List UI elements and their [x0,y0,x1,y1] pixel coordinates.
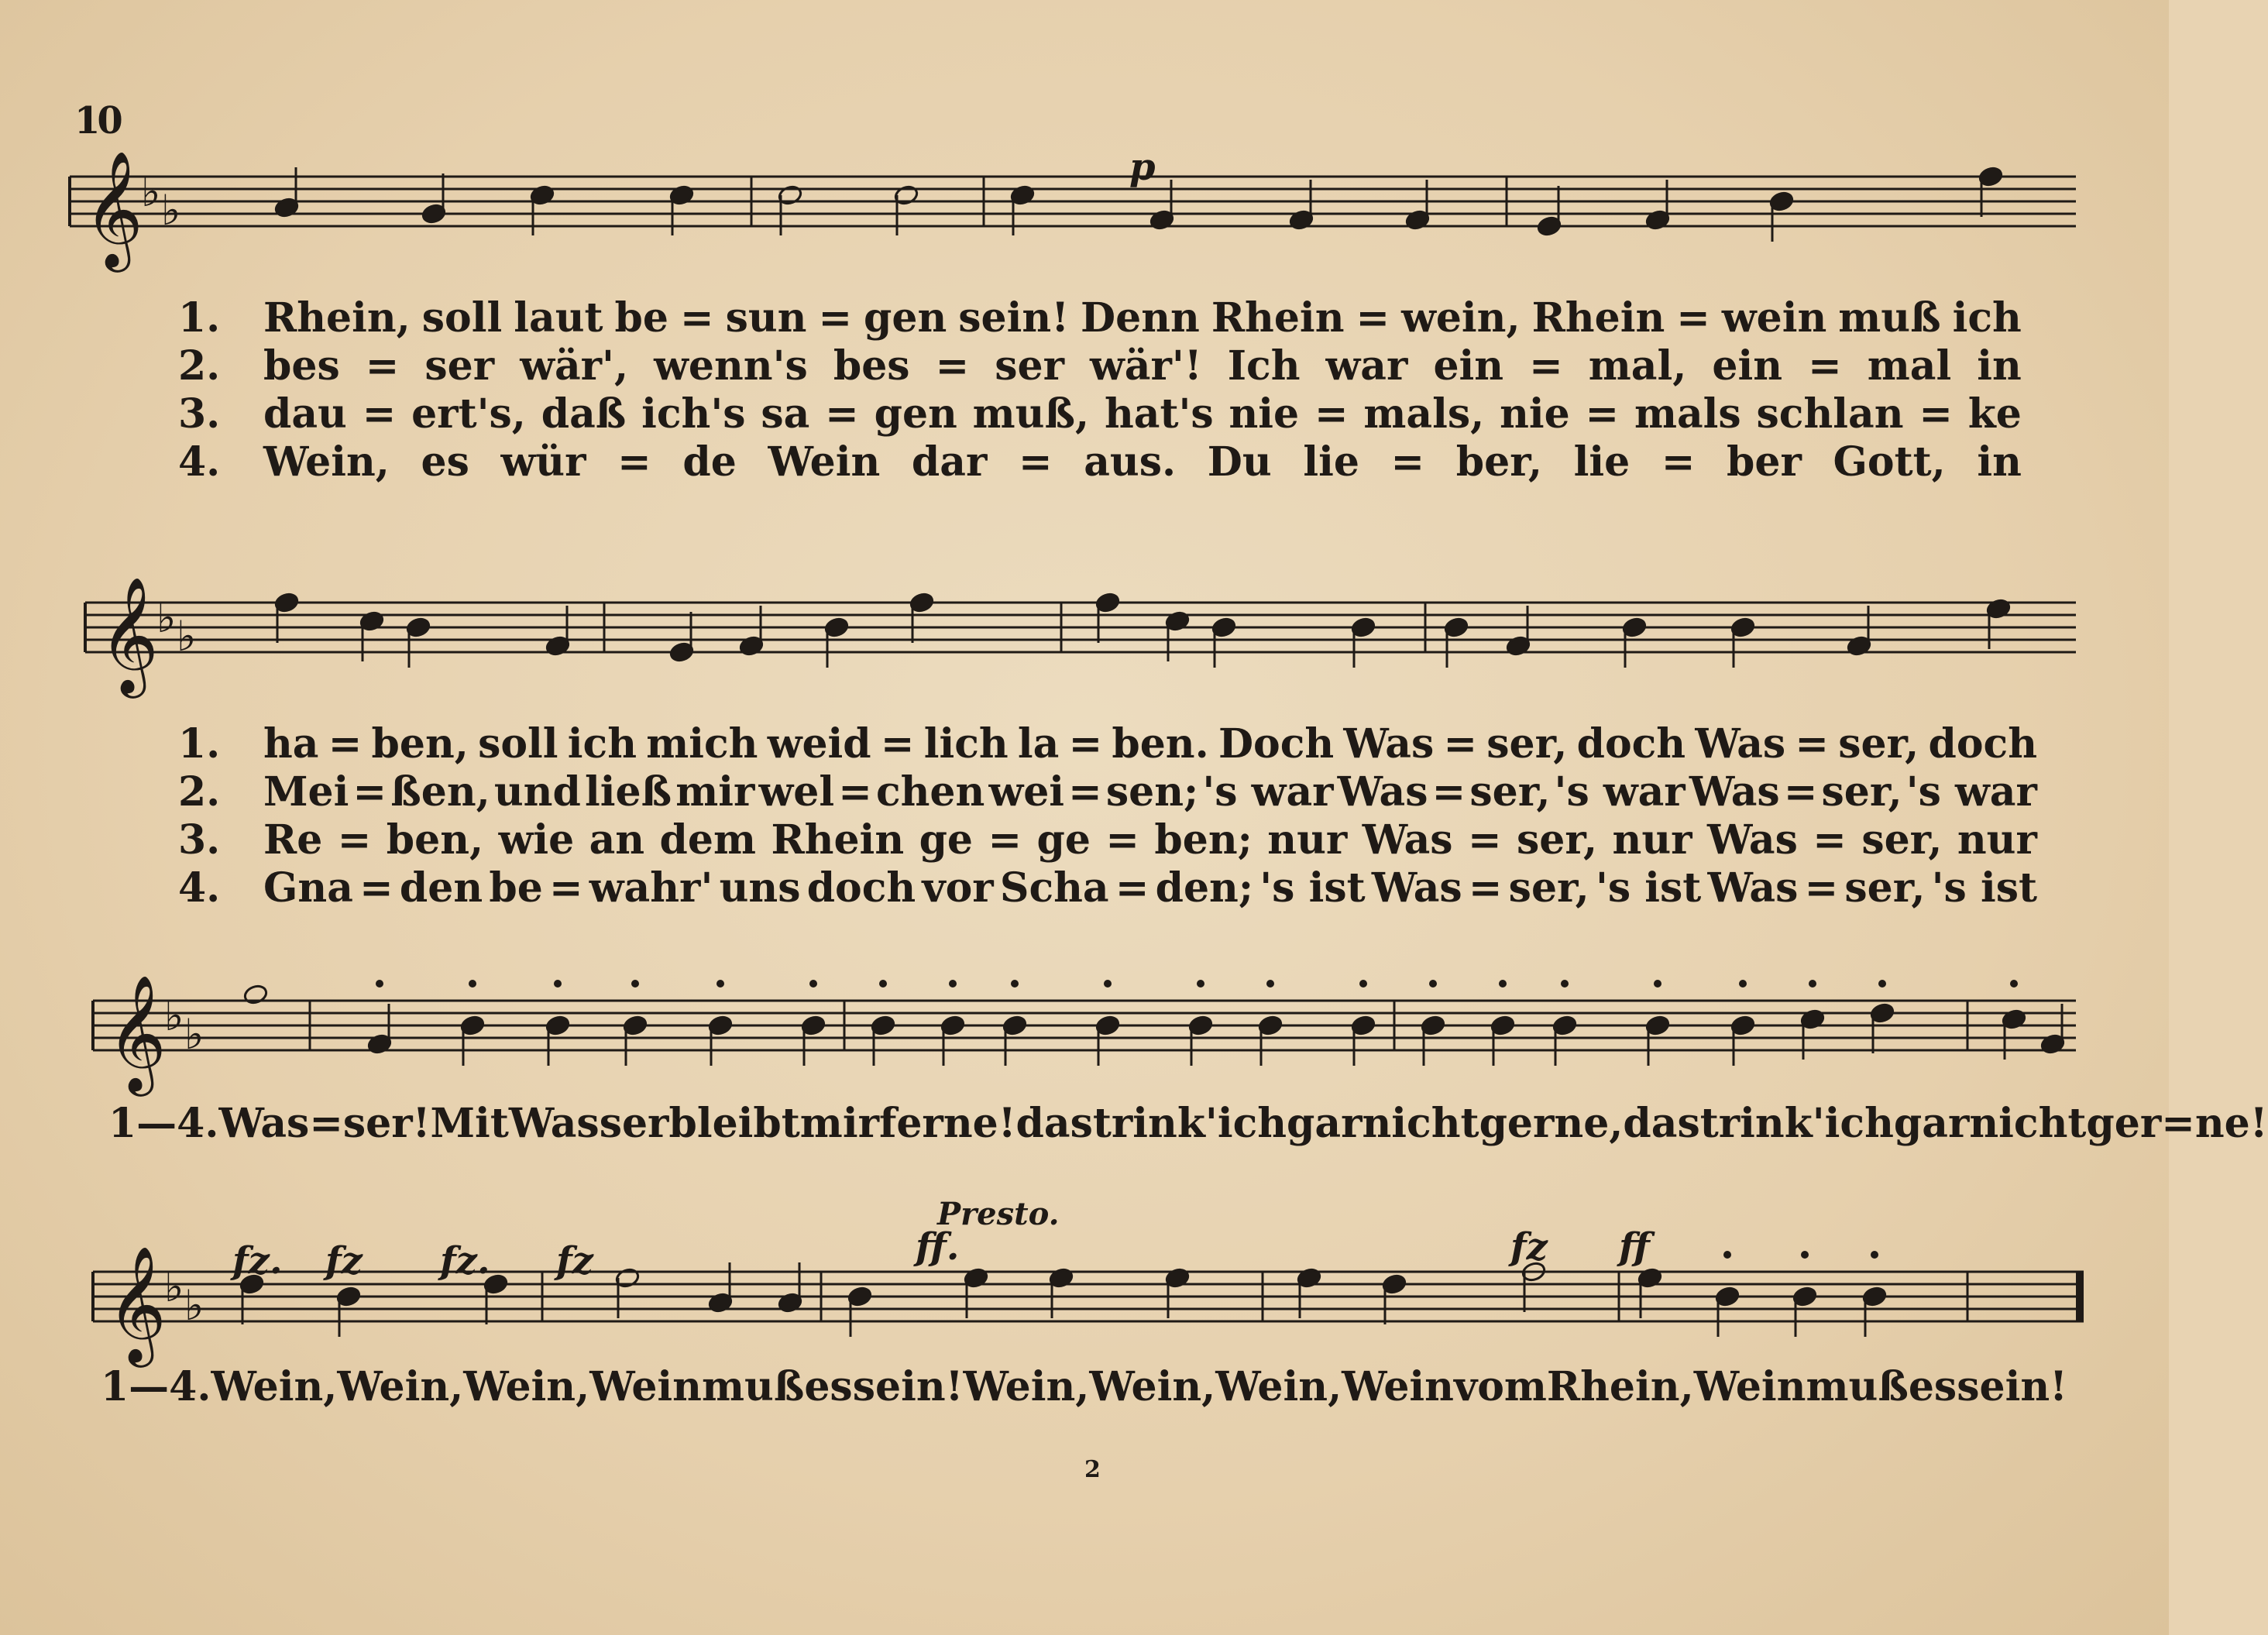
lyric-syllable: wei [988,768,1065,816]
lyric-syllable: = [549,864,583,912]
lyric-syllable: ich's [641,390,746,438]
lyric-syllable: Wein, [1215,1363,1342,1410]
lyric-syllable: ben, [371,720,469,768]
lyric-syllable: doch [806,864,916,912]
lyric-syllable: es [421,438,469,486]
lyric-syllable: wie [498,816,575,864]
lyric-syllable: das [1623,1100,1700,1147]
lyric-syllable: wein, [1401,294,1521,342]
lyric-syllable: gerne, [1479,1100,1624,1147]
lyric-syllable: ßen, [390,768,490,816]
lyric-syllable: ser, [1469,768,1551,816]
lyric-syllable: ich [1824,1100,1894,1147]
lyric-syllable: = [1314,390,1349,438]
lyric-syllable: = [1068,720,1103,768]
lyric-syllable: ser! [342,1100,431,1147]
verse-number: 3. [178,816,221,864]
lyric-syllable: mals [1634,390,1741,438]
lyric-syllable: Wein [1693,1363,1806,1410]
lyric-syllable: chen [875,768,985,816]
final-barline [2076,1272,2084,1321]
lyric-syllable: = [1795,720,1829,768]
lyric-syllable: muß [702,1363,805,1410]
lyric-syllable: doch [1576,720,1686,768]
lyric-syllable: nie [1500,390,1570,438]
staccato-dot [469,980,476,988]
lyric-syllable: in [1977,342,2022,390]
lyric-syllable: ser [995,342,1064,390]
lyric-syllable: hat's [1104,390,1214,438]
flat-icon: ♭ [164,991,184,1040]
lyric-syllable: = [880,720,915,768]
lyric-line [108,1100,2268,1148]
staccato-dot [1739,980,1747,988]
flat-icon: ♭ [184,1010,204,1059]
lyric-syllable: uns [719,864,801,912]
lyric-syllable: dar [911,438,988,486]
lyric-syllable: es [1908,1363,1957,1410]
lyric-syllable: bes [263,342,340,390]
lyric-syllable: wär'! [1090,342,1202,390]
lyric-syllable: Gna [263,864,353,912]
lyric-syllable: sein! [958,294,1070,342]
dynamic-mark: fz [325,1239,363,1283]
lyric-syllable: trink' [1092,1100,1218,1147]
staccato-dot [1878,980,1886,988]
lyric-syllable: Wein [1342,1363,1454,1410]
lyric-syllable: ein [1433,342,1504,390]
lyric-syllable: = [1804,864,1839,912]
lyric-syllable: ben; [1154,816,1253,864]
lyric-syllable: Mit [430,1100,509,1147]
lyric-syllable: das [1015,1100,1093,1147]
lyric-line [178,294,2022,342]
lyric-syllable: = [1105,816,1139,864]
lyric-syllable: Rhein [1211,294,1345,342]
lyric-syllable: = [1356,294,1390,342]
lyric-syllable: dem [659,816,757,864]
lyric-syllable: Was [218,1100,310,1147]
treble-clef-icon: 𝄞 [99,575,159,693]
lyric-syllable: Wein [768,438,881,486]
lyric-syllable: ferne! [878,1100,1016,1147]
lyric-syllable: nur [1612,816,1692,864]
lyric-syllable: = [1585,390,1620,438]
lyric-syllable: vom [1453,1363,1547,1410]
lyric-syllable: bes [833,342,910,390]
lyric-line [178,342,2022,390]
lyric-syllable: mich [646,720,758,768]
verse-number: 4. [178,864,221,912]
lyric-syllable: lich [923,720,1009,768]
lyric-syllable: muß [1806,1363,1909,1410]
lyric-syllable: ich [1217,1100,1287,1147]
lyric-syllable: = [1443,720,1478,768]
lyric-syllable: nicht [1362,1100,1479,1147]
flat-icon: ♭ [184,1281,204,1330]
staccato-dot [1359,980,1367,988]
lyric-syllable: 's war [1202,768,1334,816]
lyric-syllable: dau [263,390,347,438]
lyric-syllable: ben. [1112,720,1209,768]
lyric-syllable: Rhein, [1546,1363,1694,1410]
lyric-syllable: Was [1707,864,1799,912]
lyric-syllable: sa [761,390,810,438]
lyric-syllable: daß [541,390,627,438]
flat-icon: ♭ [161,186,181,235]
lyric-syllable: lie [1303,438,1359,486]
lyric-syllable: Wein, [1089,1363,1216,1410]
lyric-syllable: = [309,1100,343,1147]
lyric-syllable: = [1019,438,1053,486]
lyric-syllable: Wein [589,1363,702,1410]
staccato-dot [1429,980,1437,988]
lyric-syllable: Rhein [1531,294,1665,342]
lyric-syllable: 's ist [1595,864,1702,912]
lyric-syllable: mals, [1363,390,1485,438]
note-head [242,984,268,1005]
lyric-syllable: = [1468,864,1503,912]
lyric-syllable: mal, [1588,342,1687,390]
staccato-dot [1104,980,1112,988]
lyric-syllable: ließ [584,768,672,816]
lyric-syllable: ge [919,816,974,864]
dynamic-mark: ff. [916,1225,960,1269]
lyric-syllable: ich [567,720,637,768]
lyric-syllable: = [337,816,372,864]
lyric-syllable: Was [1362,816,1453,864]
lyric-syllable: = [365,342,400,390]
lyric-syllable: de [682,438,737,486]
lyric-syllable: Was [1343,720,1435,768]
lyric-syllable: ne! [2194,1100,2268,1147]
lyric-syllable: nur [1267,816,1348,864]
lyric-syllable: = [818,294,853,342]
lyric-syllable: 's war [1554,768,1686,816]
lyric-syllable: vor [922,864,994,912]
lyric-syllable: = [1783,768,1818,816]
lyric-syllable: = [1919,390,1953,438]
verse-number: 4. [178,438,221,486]
staccato-dot [376,980,383,988]
page-number-top: 10 [74,99,120,143]
lyric-syllable: = [1661,438,1696,486]
lyric-line [178,720,2037,768]
lyric-line [178,390,2022,438]
lyric-syllable: la [1017,720,1060,768]
lyric-syllable: Was [1707,816,1798,864]
verse-number: 1. [178,294,221,342]
lyric-syllable: = [935,342,970,390]
lyric-syllable: den [399,864,483,912]
lyric-syllable: ser, [1838,720,1919,768]
lyric-syllable: = [1808,342,1842,390]
staccato-dot [879,980,887,988]
staccato-dot [716,980,724,988]
dynamic-mark: p [1129,146,1156,189]
lyric-syllable: Was [1337,768,1428,816]
staff-2 [0,565,2169,744]
lyric-syllable: = [838,768,872,816]
lyric-syllable: Wein, [337,1363,464,1410]
lyric-syllable: ha [263,720,319,768]
lyric-syllable: Wein, [963,1363,1090,1410]
lyric-syllable: Was [1689,768,1780,816]
page-number-bottom: 2 [1084,1456,1101,1483]
tempo-marking: Presto. [937,1196,1060,1232]
dynamic-mark: fz. [440,1239,490,1283]
lyric-syllable: = [1115,864,1149,912]
dynamic-mark: fz [556,1239,593,1283]
lyric-syllable: ser, [1844,864,1926,912]
lyric-syllable: wär', [520,342,629,390]
lyric-syllable: wein [1721,294,1827,342]
lyric-syllable: wür [500,438,586,486]
lyric-syllable: Re [263,816,323,864]
staccato-dot [809,980,817,988]
lyric-line [101,1363,2067,1411]
lyric-syllable: = [1529,342,1563,390]
lyric-syllable: gen [864,294,947,342]
staccato-dot [1561,980,1569,988]
lyric-syllable: ser, [1821,768,1902,816]
lyric-syllable: soll [478,720,558,768]
lyric-syllable: weid [767,720,871,768]
lyric-syllable: gar [1893,1100,1970,1147]
verse-number: 1. [178,720,221,768]
treble-clef-icon: 𝄞 [107,974,167,1091]
lyric-syllable: wel [758,768,835,816]
lyric-syllable: ser, [1486,720,1568,768]
lyric-syllable: = [362,390,397,438]
lyric-syllable: = [1468,816,1502,864]
flat-icon: ♭ [156,593,177,642]
lyric-syllable: gen [874,390,957,438]
lyric-syllable: Doch [1218,720,1335,768]
staccato-dot [1499,980,1507,988]
lyric-syllable: = [1676,294,1710,342]
lyric-syllable: nicht [1969,1100,2087,1147]
staccato-dot [1723,1251,1731,1259]
lyric-syllable: an [589,816,645,864]
lyric-syllable: den; [1155,864,1254,912]
lyric-line [178,816,2037,864]
treble-clef-icon: 𝄞 [107,1245,167,1362]
lyric-syllable: trink' [1699,1100,1825,1147]
lyric-syllable: ger [2086,1100,2162,1147]
lyric-syllable: lie [1573,438,1631,486]
staccato-dot [949,980,957,988]
staccato-dot [2010,980,2018,988]
lyrics-block-4 [101,1363,2067,1411]
lyric-syllable: Mei [263,768,349,816]
lyric-syllable: Scha [999,864,1109,912]
lyric-syllable: Rhein, [263,294,411,342]
lyric-syllable: doch [1928,720,2037,768]
lyric-syllable: sen; [1105,768,1199,816]
lyric-syllable: = [328,720,363,768]
dynamic-mark: fz. [232,1239,283,1283]
lyric-syllable: = [1390,438,1425,486]
lyric-syllable: ber, [1455,438,1542,486]
lyric-syllable: Rhein [771,816,905,864]
lyric-syllable: sein! [1957,1363,2067,1410]
lyric-line [178,864,2037,912]
lyric-syllable: gar [1287,1100,1363,1147]
lyric-syllable: ert's, [411,390,526,438]
lyric-syllable: = [1813,816,1847,864]
lyric-syllable: = [679,294,714,342]
lyric-syllable: be [614,294,668,342]
verse-number: 3. [178,390,221,438]
lyric-syllable: wenn's [654,342,808,390]
lyric-syllable: schlan [1756,390,1904,438]
lyric-syllable: Was [1371,864,1462,912]
lyric-syllable: Ich [1227,342,1301,390]
lyric-syllable: Wasser [508,1100,669,1147]
lyric-syllable: 's war [1905,768,2037,816]
lyric-syllable: = [359,864,393,912]
lyric-syllable: = [1431,768,1466,816]
lyric-syllable: Du [1207,438,1272,486]
lyric-syllable: war [1325,342,1408,390]
lyric-syllable: = [1068,768,1102,816]
staccato-dot [1654,980,1661,988]
lyric-syllable: aus. [1084,438,1177,486]
staccato-dot [554,980,562,988]
lyric-syllable: ge [1036,816,1091,864]
lyric-syllable: ke [1967,390,2022,438]
lyric-syllable: mir [799,1100,879,1147]
verse-number: 2. [178,768,221,816]
lyric-syllable: 's ist [1259,864,1366,912]
lyric-syllable: ben, [386,816,484,864]
lyric-syllable: sein! [852,1363,964,1410]
lyric-syllable: = [352,768,387,816]
lyric-syllable: es [804,1363,853,1410]
lyric-syllable: soll [421,294,503,342]
staccato-dot [1871,1251,1878,1259]
lyric-syllable: nur [1957,816,2037,864]
lyric-syllable: Wein, [463,1363,590,1410]
lyric-syllable: ser [424,342,495,390]
staccato-dot [631,980,639,988]
verse-number: 2. [178,342,221,390]
lyric-syllable: be [489,864,543,912]
staccato-dot [1011,980,1019,988]
lyric-syllable: Wein, [263,438,390,486]
lyric-syllable: muß, [972,390,1090,438]
lyric-syllable: Denn [1081,294,1200,342]
lyric-syllable: in [1977,438,2022,486]
lyric-syllable: nie [1228,390,1300,438]
lyric-syllable: = [825,390,859,438]
flat-icon: ♭ [164,1262,184,1311]
lyric-syllable: ser, [1861,816,1943,864]
flat-icon: ♭ [177,612,197,661]
lyric-line [178,438,2022,486]
lyric-syllable: mir [675,768,755,816]
dynamic-mark: fz [1510,1225,1548,1269]
lyric-syllable: = [617,438,651,486]
lyric-syllable: ber [1727,438,1802,486]
lyric-syllable: laut [514,294,603,342]
dynamic-mark: ff [1619,1225,1650,1269]
lyric-syllable: sun [725,294,807,342]
verse-number: 1—4. [101,1363,211,1410]
staccato-dot [1809,980,1816,988]
staccato-dot [1197,980,1204,988]
lyric-syllable: mal [1867,342,1952,390]
lyric-syllable: wahr' [589,864,713,912]
flat-icon: ♭ [141,167,161,216]
lyric-syllable: und [493,768,581,816]
verse-number: 1—4. [108,1100,219,1147]
lyrics-block-2 [178,720,2037,912]
staccato-dot [1801,1251,1809,1259]
treble-clef-icon: 𝄞 [84,149,143,267]
lyric-syllable: Wein, [211,1363,338,1410]
lyric-syllable: = [2161,1100,2195,1147]
lyrics-block-1 [178,294,2022,486]
lyric-syllable: ser, [1508,864,1589,912]
lyric-syllable: ser, [1517,816,1598,864]
lyric-syllable: muß [1838,294,1941,342]
lyric-line [178,768,2037,816]
lyric-syllable: = [988,816,1022,864]
lyric-syllable: Was [1695,720,1786,768]
lyric-syllable: bleibt [668,1100,800,1147]
lyric-syllable: Gott, [1833,438,1946,486]
staccato-dot [1266,980,1274,988]
lyric-syllable: ich [1952,294,2022,342]
lyric-syllable: ein [1712,342,1783,390]
lyric-syllable: 's ist [1931,864,2037,912]
lyrics-block-3 [108,1100,2268,1148]
